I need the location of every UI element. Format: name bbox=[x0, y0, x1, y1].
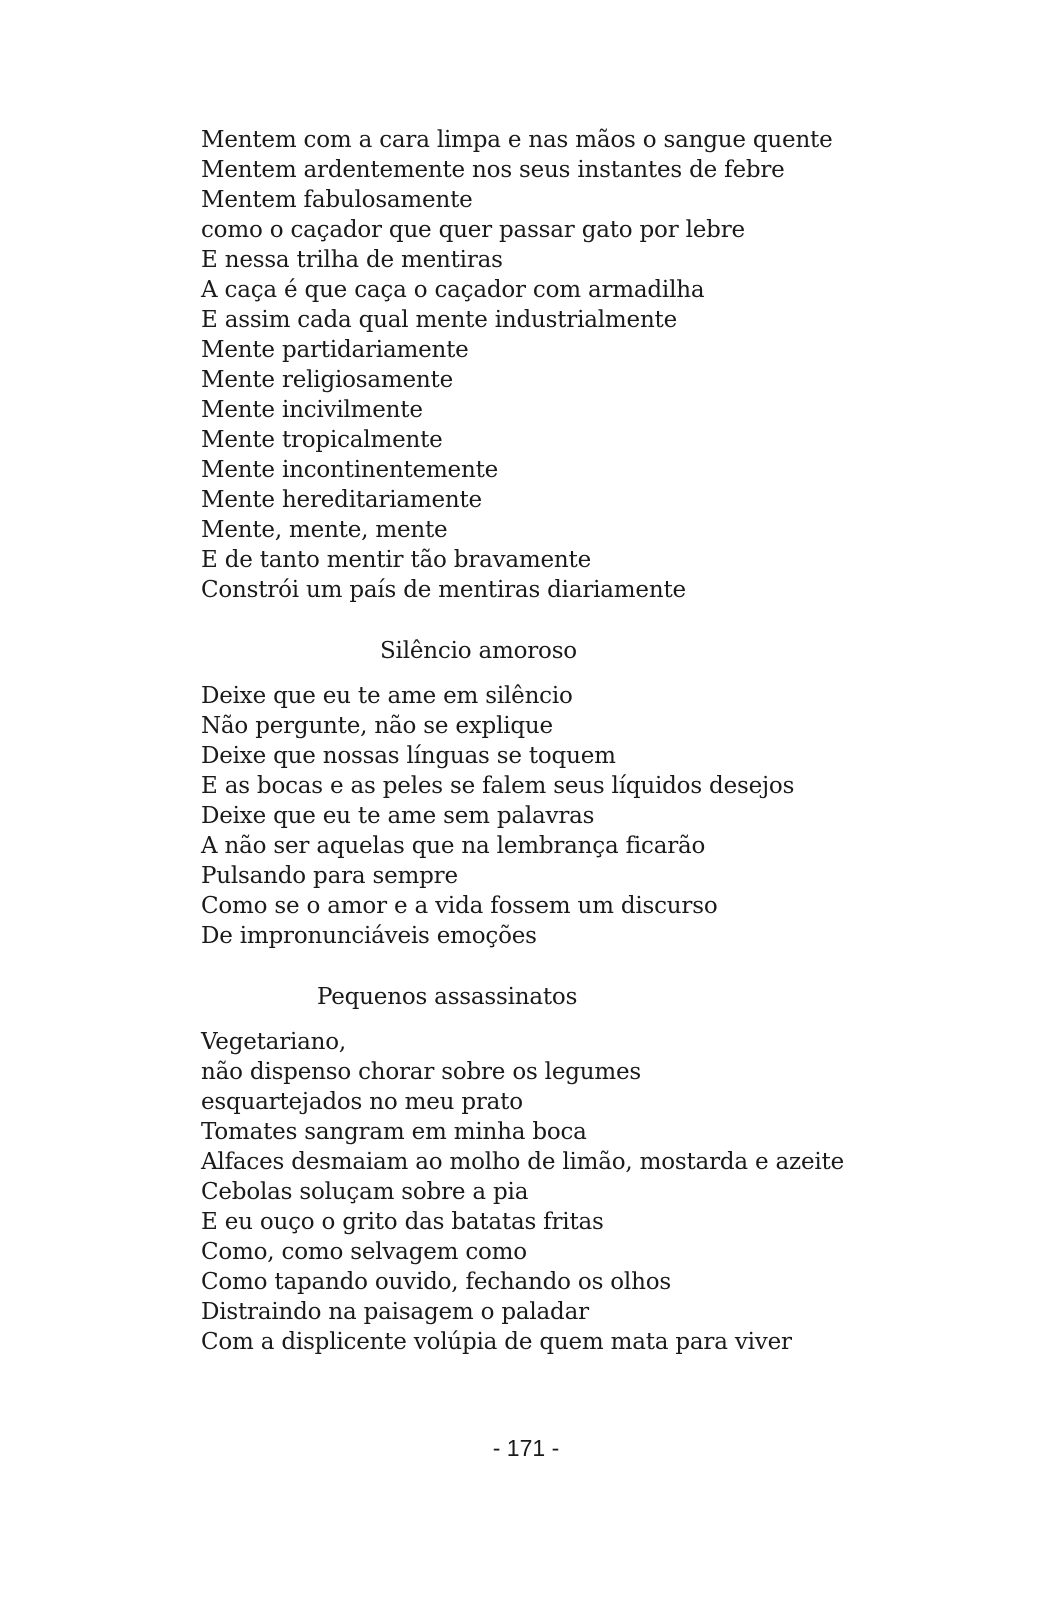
poem-line: E nessa trilha de mentiras bbox=[201, 247, 503, 273]
poem-line: Alfaces desmaiam ao molho de limão, mostarda e azeite bbox=[201, 1149, 844, 1175]
poem-line: Mentem com a cara limpa e nas mãos o sangue quente bbox=[201, 127, 833, 153]
poem-line: Constrói um país de mentiras diariamente bbox=[201, 577, 686, 603]
poem-title-silencio-amoroso: Silêncio amoroso bbox=[380, 638, 577, 664]
poem-line: E as bocas e as peles se falem seus líquidos desejos bbox=[201, 773, 795, 799]
poem-line: Com a displicente volúpia de quem mata para viver bbox=[201, 1329, 792, 1355]
poem-line: Mente incivilmente bbox=[201, 397, 423, 423]
poem-line: Mente partidariamente bbox=[201, 337, 469, 363]
poem-line: Como tapando ouvido, fechando os olhos bbox=[201, 1269, 671, 1295]
poem-line: Tomates sangram em minha boca bbox=[201, 1119, 587, 1145]
poem-line: Cebolas soluçam sobre a pia bbox=[201, 1179, 529, 1205]
poem-line: E eu ouço o grito das batatas fritas bbox=[201, 1209, 604, 1235]
poem-pequenos-assassinatos bbox=[201, 1027, 901, 1357]
poem-line: E assim cada qual mente industrialmente bbox=[201, 307, 678, 333]
poem-line: Como se o amor e a vida fossem um discurso bbox=[201, 893, 718, 919]
poem-line: Não pergunte, não se explique bbox=[201, 713, 553, 739]
poem-line: Mente, mente, mente bbox=[201, 517, 448, 543]
poem-line: Deixe que nossas línguas se toquem bbox=[201, 743, 616, 769]
poem-line: Deixe que eu te ame sem palavras bbox=[201, 803, 595, 829]
poem-line: Distraindo na paisagem o paladar bbox=[201, 1299, 589, 1325]
poem-line: E de tanto mentir tão bravamente bbox=[201, 547, 591, 573]
poem-line: Deixe que eu te ame em silêncio bbox=[201, 683, 573, 709]
poem-line: Vegetariano, bbox=[201, 1029, 347, 1055]
poem-line: não dispenso chorar sobre os legumes bbox=[201, 1059, 642, 1085]
poem-line: Como, como selvagem como bbox=[201, 1239, 527, 1265]
poem-line: Mente hereditariamente bbox=[201, 487, 482, 513]
poem-line: Mente incontinentemente bbox=[201, 457, 499, 483]
poem-line: Mentem fabulosamente bbox=[201, 187, 473, 213]
page-number: - 171 - bbox=[492, 1435, 560, 1461]
poem-line: Mente tropicalmente bbox=[201, 427, 443, 453]
poem-line: esquartejados no meu prato bbox=[201, 1089, 523, 1115]
poem-line: Mentem ardentemente nos seus instantes de febre bbox=[201, 157, 785, 183]
poem-silencio-amoroso bbox=[201, 681, 901, 951]
poem-line: A não ser aquelas que na lembrança ficarão bbox=[201, 833, 706, 859]
poem-line: De impronunciáveis emoções bbox=[201, 923, 537, 949]
poem-line: como o caçador que quer passar gato por lebre bbox=[201, 217, 745, 243]
poem-title-pequenos-assassinatos: Pequenos assassinatos bbox=[317, 984, 578, 1010]
poem-line: Pulsando para sempre bbox=[201, 863, 458, 889]
poem-continuation bbox=[201, 125, 901, 605]
poem-line: A caça é que caça o caçador com armadilha bbox=[201, 277, 705, 303]
poem-line: Mente religiosamente bbox=[201, 367, 453, 393]
